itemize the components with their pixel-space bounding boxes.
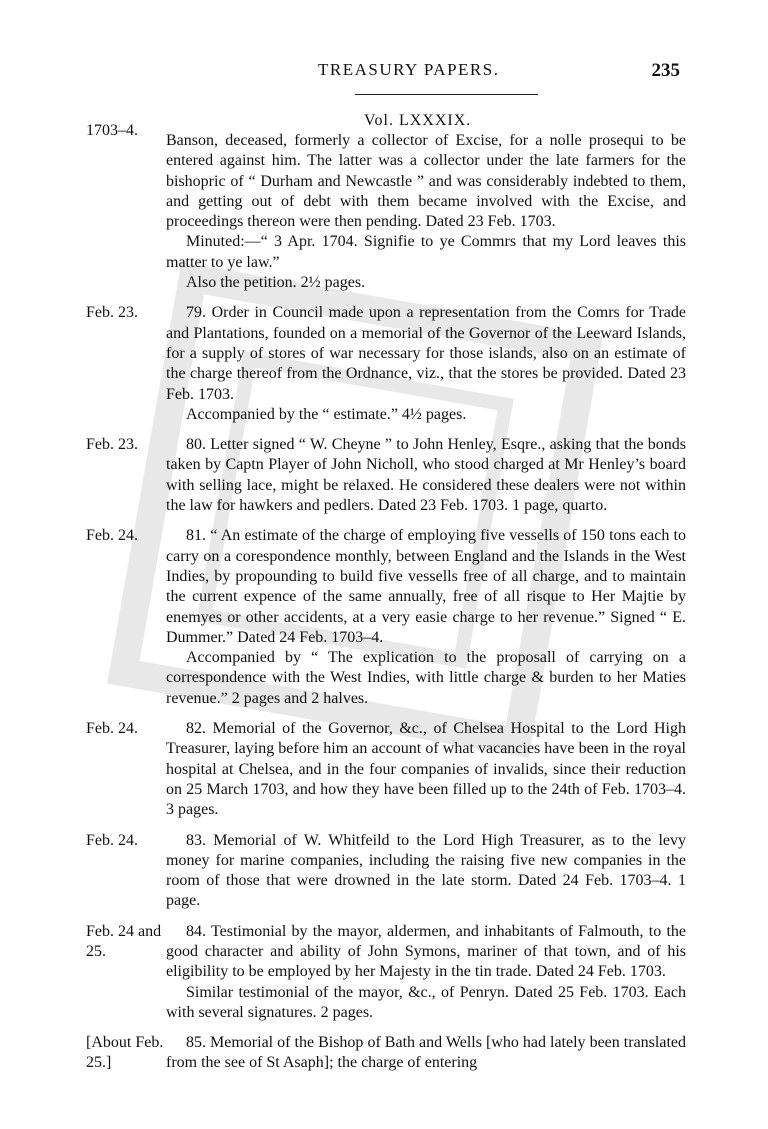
entry-date: Feb. 24. (86, 831, 138, 849)
entry-enclosure: Accompanied by “ The explication to the proposall of carrying on a correspondence with the West Indies, with little charge & burden to her Maties revenue.” 2 pages and 2 halves. (166, 649, 686, 707)
page-number: 235 (651, 60, 680, 81)
entry-paragraph: 82. Memorial of the Governor, &c., of Chelsea Hospital to the Lord High Treasurer, laying before him an account of what vacancies have been in the royal hospital at Chelsea, and in the four companies of invalids, since their reduction on 25 March 1703, and how they have been filled up to the 24th of Feb. 1703–4. 3 pages. (166, 720, 686, 819)
entry-82 (86, 719, 686, 820)
entry-paragraph: 79. Order in Council made upon a representation from the Comrs for Trade and Plantations, founded on a memorial of the Governor of the Leeward Islands, for a supply of stores of war necessary for those islands, also on an estimate of the charge thereof from the Ordnance, viz., that the stores be provided. Dated 23 Feb. 1703. (166, 304, 686, 403)
entry-paragraph: 84. Testimonial by the mayor, aldermen, and inhabitants of Falmouth, to the good character and ability of John Symons, mariner of that town, and of his eligibility to be employed by her Majesty in the tin trade. Dated 24 Feb. 1703. (166, 922, 686, 981)
entry-date: Feb. 24. (86, 527, 138, 545)
entry-date: Feb. 24. (86, 720, 138, 738)
entry-paragraph: 83. Memorial of W. Whitfeild to the Lord High Treasurer, as to the levy money for marine companies, including the raising five new companies in the room of those that were drowned in the late storm. Dated 24 Feb. 1703–4. 1 page. (166, 831, 686, 910)
entry-79 (86, 303, 686, 425)
entry-continuation (86, 121, 686, 293)
entry-body (166, 435, 686, 516)
entry-paragraph: 80. Letter signed “ W. Cheyne ” to John Henley, Esqre., asking that the bonds taken by Captn Player of John Nicholl, who stood charged at Mr Henley’s board with selling lace, might be relaxed. He considered these dealers were not within the law for hawkers and pedlers. Dated 23 Feb. 1703. 1 page, quarto. (166, 436, 686, 515)
volume-heading: Vol. LXXXIX. (364, 112, 472, 129)
entry-enclosure: Similar testimonial of the mayor, &c., of Penryn. Dated 25 Feb. 1703. Each with several signatures. 2 pages. (166, 983, 686, 1021)
entry-83 (86, 831, 686, 912)
entry-enclosure: Accompanied by the “ estimate.” 4½ pages. (186, 405, 467, 423)
entry-date: Feb. 24 and 25. (86, 922, 162, 960)
header-rule (355, 94, 538, 95)
entry-body (166, 1033, 686, 1074)
entry-81 (86, 526, 686, 709)
entry-80 (86, 435, 686, 516)
entry-body (166, 719, 686, 820)
entry-minute: Minuted:—“ 3 Apr. 1704. Signifie to ye Commrs that my Lord leaves this matter to ye law.” (166, 233, 686, 271)
entry-paragraph: 85. Memorial of the Bishop of Bath and Wells [who had lately been translated from the see of St Asaph]; the charge of entering (166, 1034, 686, 1072)
entry-body (166, 121, 686, 293)
entry-paragraph: 81. “ An estimate of the charge of employing five vessells of 150 tons each to carry on a corespondence monthly, between England and the Islands in the West Indies, by propounding to build five vessells free of all charge, and to maintain the current expence of the same annually, free of all risque to Her Majtie by enemyes or other accidents, at a very easie charge to her revenue.” Signed “ E. Dummer.” Dated 24 Feb. 1703–4. (166, 527, 686, 646)
entry-paragraph: Banson, deceased, formerly a collector of Excise, for a nolle prosequi to be entered against him. The latter was a collector under the late farmers for the bishopric of “ Durham and Newcastle ” and was considerably indebted to them, and getting out of debt with them became involved with the Excise, and proceedings thereon were then pending. Dated 23 Feb. 1703. (166, 132, 686, 231)
entry-date: [About Feb. 25.] (86, 1034, 164, 1072)
entry-84 (86, 922, 686, 1023)
running-header (310, 60, 680, 84)
entry-85 (86, 1033, 686, 1074)
entry-date: Feb. 23. (86, 304, 138, 322)
entry-body (166, 303, 686, 425)
running-title: TREASURY PAPERS. (318, 60, 500, 79)
entry-enclosure: Also the petition. 2½ pages. (186, 274, 366, 292)
entry-date: 1703–4. (86, 122, 138, 139)
entries (86, 121, 686, 1084)
entry-body (166, 831, 686, 912)
entry-body (166, 526, 686, 709)
entry-date: Feb. 23. (86, 436, 138, 454)
entry-body (166, 922, 686, 1023)
